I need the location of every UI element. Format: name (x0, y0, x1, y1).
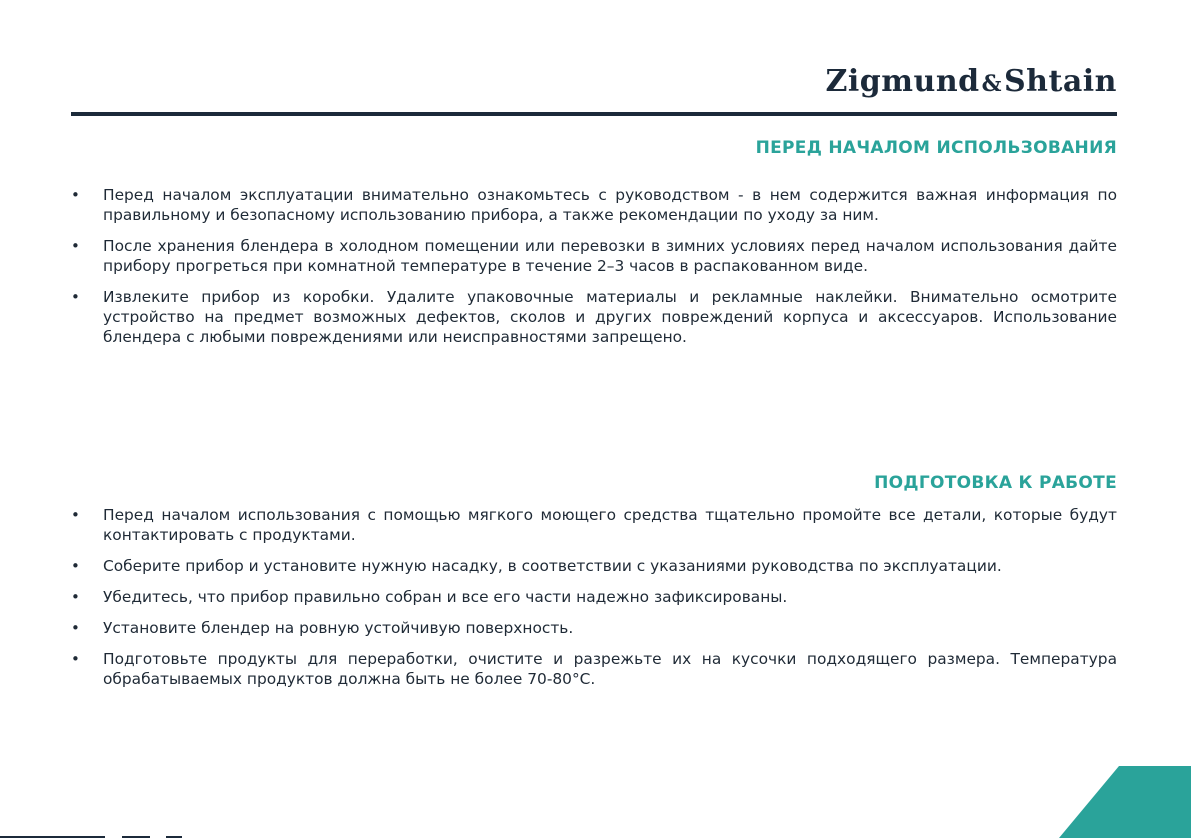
list-item (71, 505, 1117, 545)
list-item-text: Убедитесь, что прибор правильно собран и все его части надежно зафиксированы. (103, 588, 788, 606)
preparation-list (71, 505, 1117, 700)
list-item (71, 618, 1117, 638)
list-item (71, 649, 1117, 689)
list-item-text: После хранения блендера в холодном помещении или перевозки в зимних условиях перед началом использования дайте прибору прогреться при комнатной температуре в течение 2–3 часов в распакованном виде. (103, 237, 1117, 275)
brand-name-part2: Shtain (1004, 64, 1117, 99)
corner-decoration (1059, 766, 1191, 838)
list-item (71, 236, 1117, 276)
list-item-text: Извлеките прибор из коробки. Удалите упаковочные материалы и рекламные наклейки. Внимательно осмотрите устройство на предмет возможных дефектов, сколов и других повреждений корпуса и аксессуаров. Использование блендера с любыми повреждениями или неисправностями запрещено. (103, 288, 1117, 346)
list-item-text: Подготовьте продукты для переработки, очистите и разрежьте их на кусочки подходящего размера. Температура обрабатываемых продуктов должна быть не более 70-80°С. (103, 650, 1117, 688)
section-title-before-use: ПЕРЕД НАЧАЛОМ ИСПОЛЬЗОВАНИЯ (755, 138, 1117, 158)
brand-logo (826, 64, 1117, 99)
bullet-icon: • (71, 588, 80, 606)
bullet-icon: • (71, 557, 80, 575)
list-item-text: Перед началом использования с помощью мягкого моющего средства тщательно промойте все детали, которые будут контактировать с продуктами. (103, 506, 1117, 544)
bullet-icon: • (71, 186, 80, 204)
list-item (71, 587, 1117, 607)
header-divider (71, 112, 1117, 116)
list-item-text: Перед началом эксплуатации внимательно ознакомьтесь с руководством - в нем содержится важная информация по правильному и безопасному использованию прибора, а также рекомендации по уходу за ним. (103, 186, 1117, 224)
list-item-text: Установите блендер на ровную устойчивую поверхность. (103, 619, 574, 637)
bullet-icon: • (71, 650, 80, 668)
bullet-icon: • (71, 237, 80, 255)
list-item (71, 185, 1117, 225)
bullet-icon: • (71, 506, 80, 524)
bullet-icon: • (71, 619, 80, 637)
brand-ampersand: & (981, 71, 1003, 97)
bullet-icon: • (71, 288, 80, 306)
list-item (71, 556, 1117, 576)
list-item (71, 287, 1117, 347)
section-title-preparation: ПОДГОТОВКА К РАБОТЕ (874, 473, 1117, 493)
brand-name-part1: Zigmund (825, 64, 980, 99)
list-item-text: Соберите прибор и установите нужную насадку, в соответствии с указаниями руководства по эксплуатации. (103, 557, 1002, 575)
before-use-list (71, 185, 1117, 358)
